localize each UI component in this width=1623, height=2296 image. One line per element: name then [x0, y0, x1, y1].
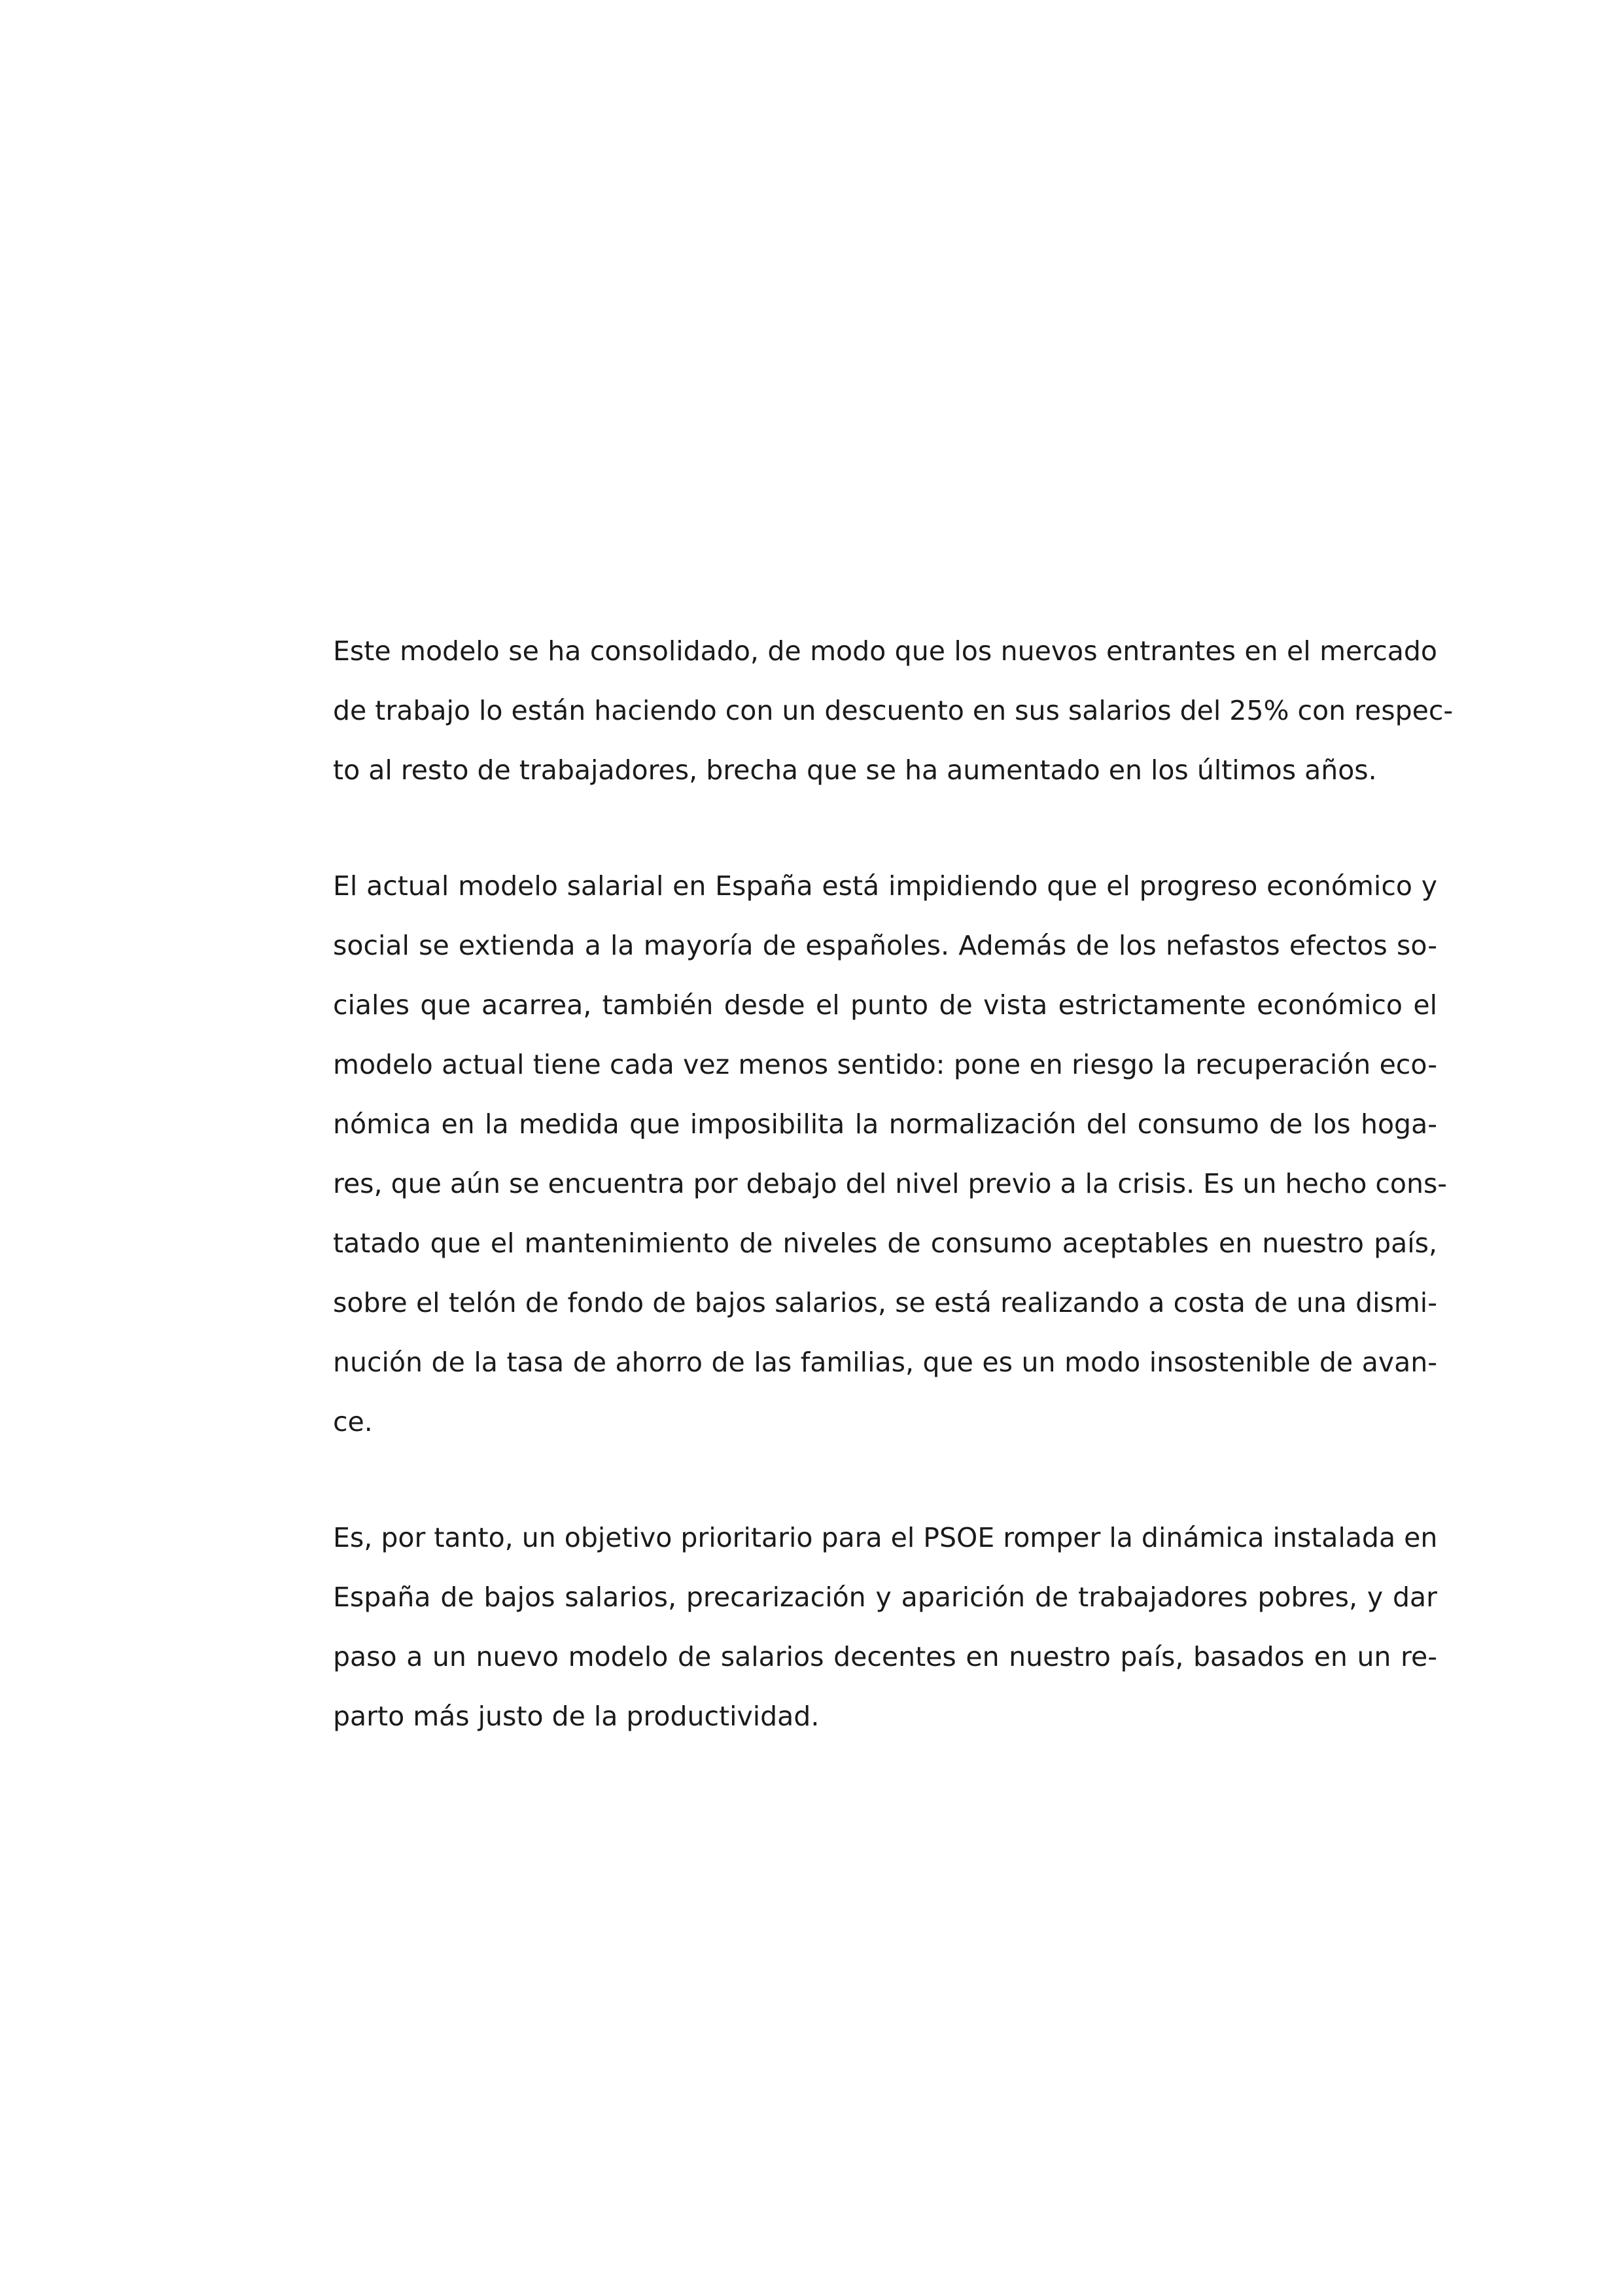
paragraph-line: paso a un nuevo modelo de salarios decentes en nuestro país, basados en un re-	[333, 1641, 1437, 1672]
paragraph-line: tatado que el mantenimiento de niveles de consumo aceptables en nuestro país,	[333, 1227, 1437, 1259]
paragraph-line: social se extienda a la mayoría de españoles. Además de los nefastos efectos so-	[333, 930, 1437, 961]
paragraph-line: nómica en la medida que imposibilita la normalización del consumo de los hoga-	[333, 1108, 1437, 1140]
paragraph-line: ciales que acarrea, también desde el punto de vista estrictamente económico el	[333, 989, 1437, 1021]
paragraph-3	[333, 1508, 1437, 1746]
paragraph-line: modelo actual tiene cada vez menos sentido: pone en riesgo la recuperación eco-	[333, 1049, 1437, 1080]
paragraph-line: España de bajos salarios, precarización y aparición de trabajadores pobres, y dar	[333, 1581, 1437, 1613]
paragraph-2	[333, 857, 1448, 1452]
paragraph-line: de trabajo lo están haciendo con un descuento en sus salarios del 25% con respec-	[333, 695, 1454, 726]
paragraph-line: sobre el telón de fondo de bajos salarios, se está realizando a costa de una dismi-	[333, 1287, 1437, 1318]
paragraph-line: res, que aún se encuentra por debajo del nivel previo a la crisis. Es un hecho cons-	[333, 1168, 1448, 1199]
paragraph-line: El actual modelo salarial en España está impidiendo que el progreso económico y	[333, 870, 1437, 902]
paragraph-line: nución de la tasa de ahorro de las familias, que es un modo insostenible de avan-	[333, 1347, 1437, 1378]
body-text	[333, 622, 1454, 1803]
paragraph-line: Es, por tanto, un objetivo prioritario para el PSOE romper la dinámica instalada en	[333, 1522, 1438, 1553]
paragraph-line: to al resto de trabajadores, brecha que se ha aumentado en los últimos años.	[333, 754, 1377, 786]
paragraph-1	[333, 622, 1454, 800]
paragraph-line: parto más justo de la productividad.	[333, 1701, 820, 1732]
paragraph-line: ce.	[333, 1406, 373, 1438]
paragraph-line: Este modelo se ha consolidado, de modo que los nuevos entrantes en el mercado	[333, 635, 1437, 667]
